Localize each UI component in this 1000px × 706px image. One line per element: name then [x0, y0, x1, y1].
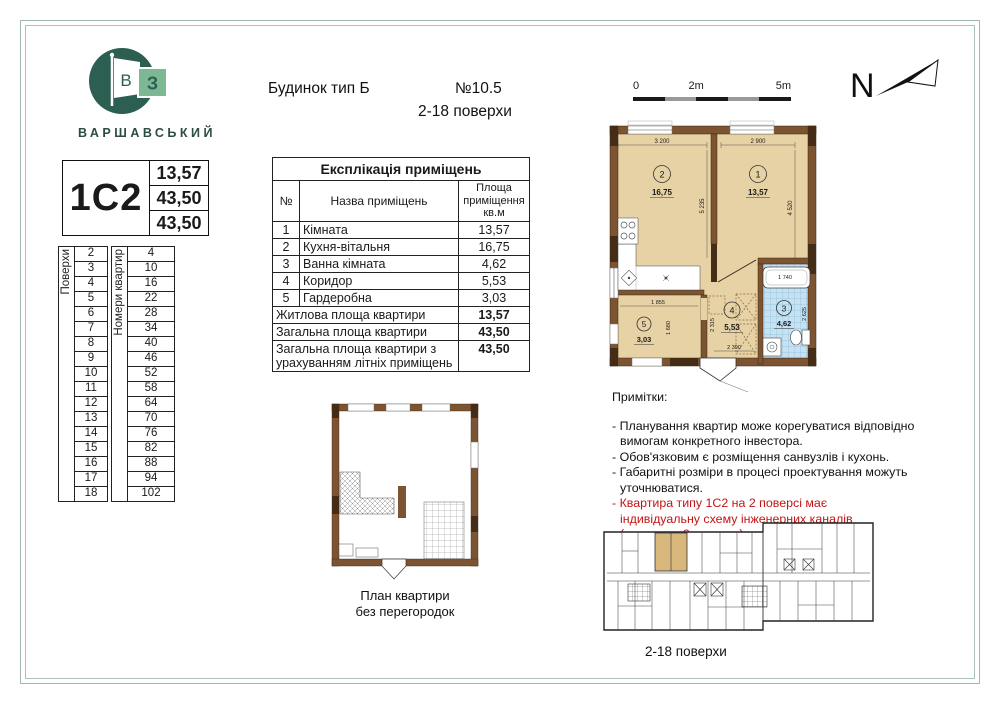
explication-summary-row: Загальна площа квартири з урахуванням літніх приміщень 43,50 — [273, 340, 530, 371]
apartment-number-cell: 16 — [128, 277, 175, 292]
apartment-number-cell: 82 — [128, 442, 175, 457]
apartment-number-cell: 40 — [128, 337, 175, 352]
svg-text:5 235: 5 235 — [700, 198, 706, 214]
apartment-floor-plan — [608, 118, 818, 394]
building-type-title: Будинок тип Б — [268, 80, 370, 97]
north-arrow-icon — [848, 50, 940, 105]
floor-number-cell: 4 — [75, 277, 108, 292]
floor-number-cell: 16 — [75, 457, 108, 472]
svg-text:16,75: 16,75 — [651, 188, 673, 197]
svg-text:13,57: 13,57 — [747, 188, 769, 197]
floor-number-cell: 13 — [75, 412, 108, 427]
svg-text:5: 5 — [641, 320, 647, 329]
note-line: - Габаритні розміри в процесі проектування можуть — [612, 465, 908, 479]
plan-number: №10.5 — [455, 80, 502, 97]
apartment-number-cell: 52 — [128, 367, 175, 382]
apartment-number-cell: 28 — [128, 307, 175, 322]
notes-block — [612, 390, 944, 543]
apartments-table — [111, 246, 175, 502]
apartment-number-cell: 4 — [128, 247, 175, 262]
svg-text:2 315: 2 315 — [710, 318, 716, 332]
brand-name: ВАРШАВСЬКИЙ — [78, 126, 217, 140]
unit-living-area: 13,57 — [150, 161, 209, 186]
floor-number-cell: 18 — [75, 487, 108, 502]
svg-text:4: 4 — [729, 305, 735, 316]
scale-bar-segments — [633, 97, 791, 101]
highlighted-unit — [655, 533, 687, 571]
note-line: уточнюватися. — [620, 480, 703, 495]
explication-row: 1 Кімната 13,57 — [273, 221, 530, 238]
floor-number-cell: 6 — [75, 307, 108, 322]
floor-number-cell: 5 — [75, 292, 108, 307]
small-plan-caption: План квартири без перегородок — [355, 588, 455, 620]
svg-text:2 900: 2 900 — [750, 139, 766, 145]
svg-text:2 625: 2 625 — [802, 307, 808, 321]
stove-icon — [618, 218, 638, 244]
scale-label-5m: 5m — [775, 80, 791, 92]
pillar — [398, 486, 406, 518]
apartments-column-header: Номери квартир — [112, 247, 128, 502]
overview-caption: 2-18 поверхи — [645, 644, 727, 659]
svg-text:3,03: 3,03 — [636, 335, 652, 344]
brand-logo — [78, 45, 217, 140]
apartment-number-cell: 88 — [128, 457, 175, 472]
apartment-number-cell: 94 — [128, 472, 175, 487]
col-header-num: № — [273, 181, 300, 222]
apartment-number-cell: 58 — [128, 382, 175, 397]
svg-text:3 200: 3 200 — [654, 139, 670, 145]
apartment-number-cell: 34 — [128, 322, 175, 337]
unit-card — [62, 160, 209, 236]
washer-icon — [763, 338, 781, 356]
apartment-number-cell: 64 — [128, 397, 175, 412]
small-plan-entrance-door — [382, 559, 406, 579]
apartment-number-cell: 102 — [128, 487, 175, 502]
unit-total-area: 43,50 — [150, 186, 209, 211]
explication-summary-row: Житлова площа квартири 13,57 — [273, 306, 530, 323]
svg-text:2: 2 — [659, 169, 665, 180]
building-floor-overview — [602, 521, 875, 632]
svg-text:5,53: 5,53 — [724, 323, 740, 332]
floor-number-cell: 10 — [75, 367, 108, 382]
svg-text:4,62: 4,62 — [776, 319, 792, 328]
floor-number-cell: 9 — [75, 352, 108, 367]
floor-number-cell: 3 — [75, 262, 108, 277]
floor-number-cell: 7 — [75, 322, 108, 337]
explication-row: 4 Коридор 5,53 — [273, 272, 530, 289]
floors-column-header: Поверхи — [59, 247, 75, 502]
floor-number-cell: 2 — [75, 247, 108, 262]
explication-table — [272, 157, 530, 372]
explication-row: 3 Ванна кімната 4,62 — [273, 255, 530, 272]
note-line: індивідуальну схему інженерних каналів — [620, 511, 853, 526]
scale-label-0: 0 — [633, 80, 640, 92]
floor-number-cell: 11 — [75, 382, 108, 397]
explication-row: 2 Кухня-вітальня 16,75 — [273, 238, 530, 255]
svg-text:1 680: 1 680 — [666, 321, 672, 335]
svg-text:1 740: 1 740 — [778, 275, 792, 281]
unit-total-area-summer: 43,50 — [150, 211, 209, 236]
floors-range: 2-18 поверхи — [418, 103, 512, 120]
floors-apartments-table — [58, 246, 175, 502]
apartment-number-cell: 46 — [128, 352, 175, 367]
floor-number-cell: 15 — [75, 442, 108, 457]
svg-text:2 390: 2 390 — [727, 345, 741, 351]
apartment-number-cell: 76 — [128, 427, 175, 442]
note-line: - Планування квартир може корегуватися відповідно — [612, 418, 915, 433]
floors-table — [58, 246, 108, 502]
col-header-name: Назва приміщень — [300, 181, 459, 222]
svg-text:1: 1 — [755, 169, 761, 180]
brand-logo-icon — [78, 45, 206, 119]
north-label: N — [850, 67, 875, 105]
scale-label-2m: 2m — [688, 80, 704, 92]
floor-number-cell: 17 — [75, 472, 108, 487]
apartment-number-cell: 10 — [128, 262, 175, 277]
flag-letter: В — [120, 71, 132, 90]
unit-code: 1С2 — [63, 161, 150, 236]
floor-number-cell: 12 — [75, 397, 108, 412]
toilet-icon — [791, 330, 811, 345]
note-line: - Обов'язковим є розміщення санвузлів і кухонь. — [612, 449, 890, 464]
square-letter: З — [146, 73, 159, 94]
building-outline — [604, 523, 873, 630]
notes-title: Примітки: — [612, 390, 668, 404]
grid-zone — [424, 502, 464, 559]
svg-text:4 520: 4 520 — [788, 200, 794, 216]
explication-row: 5 Гардеробна 3,03 — [273, 289, 530, 306]
apartment-number-cell: 22 — [128, 292, 175, 307]
scale-bar — [633, 80, 791, 106]
apartment-number-cell: 70 — [128, 412, 175, 427]
explication-summary-row: Загальна площа квартири 43,50 — [273, 323, 530, 340]
entrance-door-icon — [700, 358, 736, 381]
svg-text:3: 3 — [781, 303, 787, 314]
floor-number-cell: 8 — [75, 337, 108, 352]
explication-title: Експлікація приміщень — [273, 158, 530, 181]
col-header-area: Площа приміщення кв.м — [459, 181, 530, 222]
svg-text:1 855: 1 855 — [651, 300, 665, 306]
note-line: - Квартира типу 1С2 на 2 поверсі має — [612, 496, 828, 510]
note-line: вимогам конкретного інвестора. — [620, 434, 803, 448]
plan-without-partitions — [330, 396, 480, 586]
floor-number-cell: 14 — [75, 427, 108, 442]
